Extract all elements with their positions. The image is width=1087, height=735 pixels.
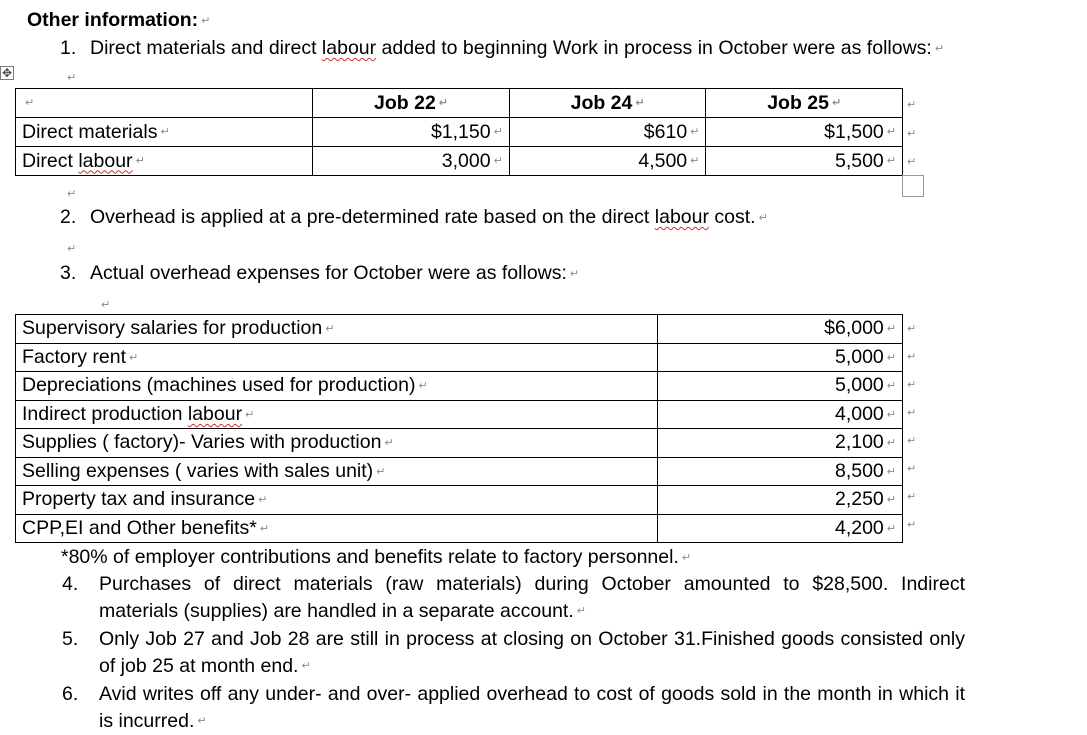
table-row <box>16 343 903 372</box>
table-cell: 4,500 ↵ <box>509 147 706 176</box>
table-row <box>16 486 903 515</box>
table-cell: $1,150 ↵ <box>313 118 510 147</box>
column-header-job-22: Job 22 ↵ <box>313 89 510 118</box>
paragraph-mark: ↵ <box>681 551 692 564</box>
column-header-job-24: Job 24 ↵ <box>509 89 706 118</box>
table-move-handle-icon[interactable]: ✥ <box>1 66 13 80</box>
table-cell: 2,100 ↵ <box>658 429 903 458</box>
column-header-job-25: Job 25 ↵ <box>706 89 903 118</box>
table-cell: $610 ↵ <box>509 118 706 147</box>
job-costs-table <box>15 88 903 176</box>
paragraph-mark: ↵ <box>934 42 945 55</box>
row-label: Property tax and insurance ↵ <box>16 486 658 515</box>
section-heading: Other information: ↵ <box>27 9 211 31</box>
table-row <box>16 315 903 344</box>
table-row <box>16 372 903 401</box>
table-row <box>16 118 903 147</box>
paragraph-mark: ↵ <box>569 267 580 280</box>
overhead-expenses-table <box>15 314 903 543</box>
footnote: *80% of employer contributions and benefits relate to factory personnel. ↵ <box>61 546 692 568</box>
table-row <box>16 400 903 429</box>
table-cell: 4,000 ↵ <box>658 400 903 429</box>
paragraph-mark: ↵ <box>67 242 77 255</box>
row-label: Direct labour ↵ <box>16 147 313 176</box>
paragraph-mark: ↵ <box>67 71 77 84</box>
table-cell: 8,500 ↵ <box>658 457 903 486</box>
row-label: Indirect production labour ↵ <box>16 400 658 429</box>
list-item-4: 4. Purchases of direct materials (raw materials) during October amounted to $28,500. Indirect materials (supplies) are handled in a separate account. ↵ <box>62 573 965 622</box>
row-label: Supervisory salaries for production ↵ <box>16 315 658 344</box>
table-row <box>16 514 903 543</box>
table-header-row <box>16 89 903 118</box>
row-end-mark: ↵ <box>907 128 917 140</box>
row-label: Factory rent ↵ <box>16 343 658 372</box>
spellcheck-word[interactable]: labour <box>187 402 243 425</box>
table-cell: $1,500 ↵ <box>706 118 903 147</box>
row-label: Direct materials ↵ <box>16 118 313 147</box>
table-cell: $6,000 ↵ <box>658 315 903 344</box>
row-label: Supplies ( factory)- Varies with production ↵ <box>16 429 658 458</box>
list-item-5: 5. Only Job 27 and Job 28 are still in process at closing on October 31.Finished goods consisted only of job 25 at month end. ↵ <box>62 628 965 677</box>
list-item-1: 1. Direct materials and direct labour added to beginning Work in process in October were as follows: ↵ <box>60 37 945 59</box>
table-row <box>16 147 903 176</box>
table-cell: 5,000 ↵ <box>658 343 903 372</box>
row-end-mark: ↵ <box>907 99 917 111</box>
table-cell: 3,000 ↵ <box>313 147 510 176</box>
paragraph-mark: ↵ <box>201 14 211 27</box>
table-cell: 2,250 ↵ <box>658 486 903 515</box>
table-row <box>16 457 903 486</box>
table-cell: ↵ <box>16 89 313 118</box>
spellcheck-word[interactable]: labour <box>654 206 709 228</box>
spellcheck-word[interactable]: labour <box>78 149 133 172</box>
table-cell: 4,200 ↵ <box>658 514 903 543</box>
row-label: CPP,EI and Other benefits* ↵ <box>16 514 658 543</box>
paragraph-mark: ↵ <box>758 211 768 224</box>
list-item-3: 3. Actual overhead expenses for October were as follows: ↵ <box>60 262 580 284</box>
table-resize-handle[interactable] <box>902 175 924 197</box>
row-label: Selling expenses ( varies with sales unit) ↵ <box>16 457 658 486</box>
list-item-6: 6. Avid writes off any under- and over- applied overhead to cost of goods sold in the month in which it is incurred. ↵ <box>62 683 965 732</box>
spellcheck-word[interactable]: labour <box>321 37 377 59</box>
row-label: Depreciations (machines used for production) ↵ <box>16 372 658 401</box>
table-cell: 5,000 ↵ <box>658 372 903 401</box>
table-cell: 5,500 ↵ <box>706 147 903 176</box>
row-end-mark: ↵ <box>907 156 917 168</box>
paragraph-mark: ↵ <box>67 187 77 200</box>
paragraph-mark: ↵ <box>101 298 111 311</box>
table-row <box>16 429 903 458</box>
list-item-2: 2. Overhead is applied at a pre-determined rate based on the direct labour cost. ↵ <box>60 206 768 228</box>
